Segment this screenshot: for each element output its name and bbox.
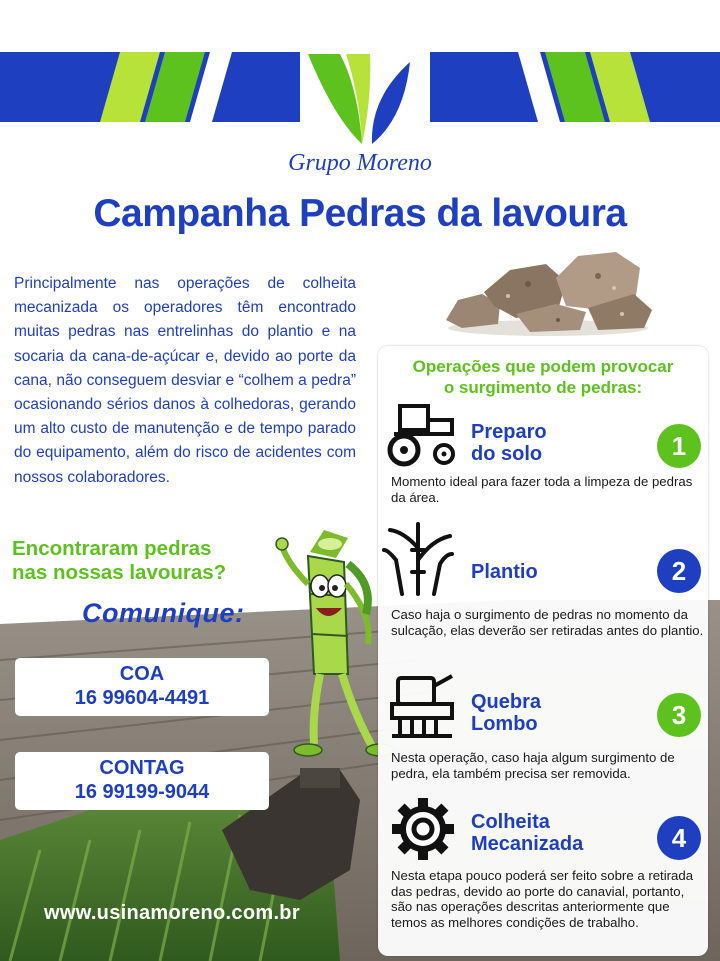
comunique-label: Comunique: — [82, 598, 245, 628]
contact-card-contag — [15, 752, 269, 810]
contact-phone[interactable]: 16 99604-4491 — [74, 687, 210, 709]
op-desc-quebra-lombo: Nesta operação, caso haja algum surgimento de pedra, ela também precisa ser removida. — [391, 750, 675, 781]
website-link[interactable]: www.usinamoreno.com.br — [44, 902, 300, 924]
op-number-badge: 2 — [657, 549, 701, 593]
sugarcane-icon — [382, 520, 454, 596]
question-text: Encontraram pedras nas nossas lavouras? — [12, 537, 227, 584]
contact-name: CONTAG — [99, 757, 185, 779]
op-title-quebra-lombo: Quebra Lombo — [471, 691, 542, 735]
op-desc-colheita: Nesta etapa pouco poderá ser feito sobre a retirada das pedras, devido ao porte do canavial, portanto, são nas operações descritas anteriormente que temos as melhores condições de trabalho. — [391, 868, 694, 930]
op-desc-plantio: Caso haja o surgimento de pedras no momento da sulcação, elas deverão ser retiradas antes do plantio. — [391, 607, 704, 638]
contact-card-coa — [15, 658, 269, 716]
brand-name: Grupo Moreno — [288, 150, 432, 176]
operations-title: Operações que podem provocar o surgimento de pedras: — [412, 357, 674, 397]
tractor-icon — [384, 402, 460, 468]
sugarcane-mascot-illustration — [262, 524, 397, 764]
op-number-badge: 4 — [657, 816, 701, 860]
op-desc-preparo: Momento ideal para fazer toda a limpeza de pedras da área. — [391, 474, 693, 505]
op-title-colheita: Colheita Mecanizada — [471, 811, 584, 855]
gear-icon — [390, 796, 456, 862]
rocks-illustration — [438, 248, 658, 338]
page-title: Campanha Pedras da lavoura — [93, 192, 627, 235]
op-title-preparo: Preparo do solo — [471, 421, 547, 465]
intro-paragraph: Principalmente nas operações de colheita mecanizada os operadores têm encontrado muitas pedras nas entrelinhas do plantio e na socaria da cana-de-açúcar e, devido ao porte da cana, não conseguem desviar e “colhem a pedra” ocasionando sérios danos à colhedoras, gerando um alto custo de manutenção e de tempo parado do equipamento, além do risco de acidentes com nossos colaboradores. — [14, 275, 356, 486]
op-number-badge: 1 — [657, 424, 701, 468]
logo-mark-icon — [300, 48, 420, 148]
op-title-plantio: Plantio — [471, 561, 538, 583]
op-number-badge: 3 — [657, 693, 701, 737]
tiller-machine-icon — [388, 672, 458, 740]
contact-name: COA — [119, 663, 165, 685]
contact-phone[interactable]: 16 99199-9044 — [74, 781, 210, 803]
